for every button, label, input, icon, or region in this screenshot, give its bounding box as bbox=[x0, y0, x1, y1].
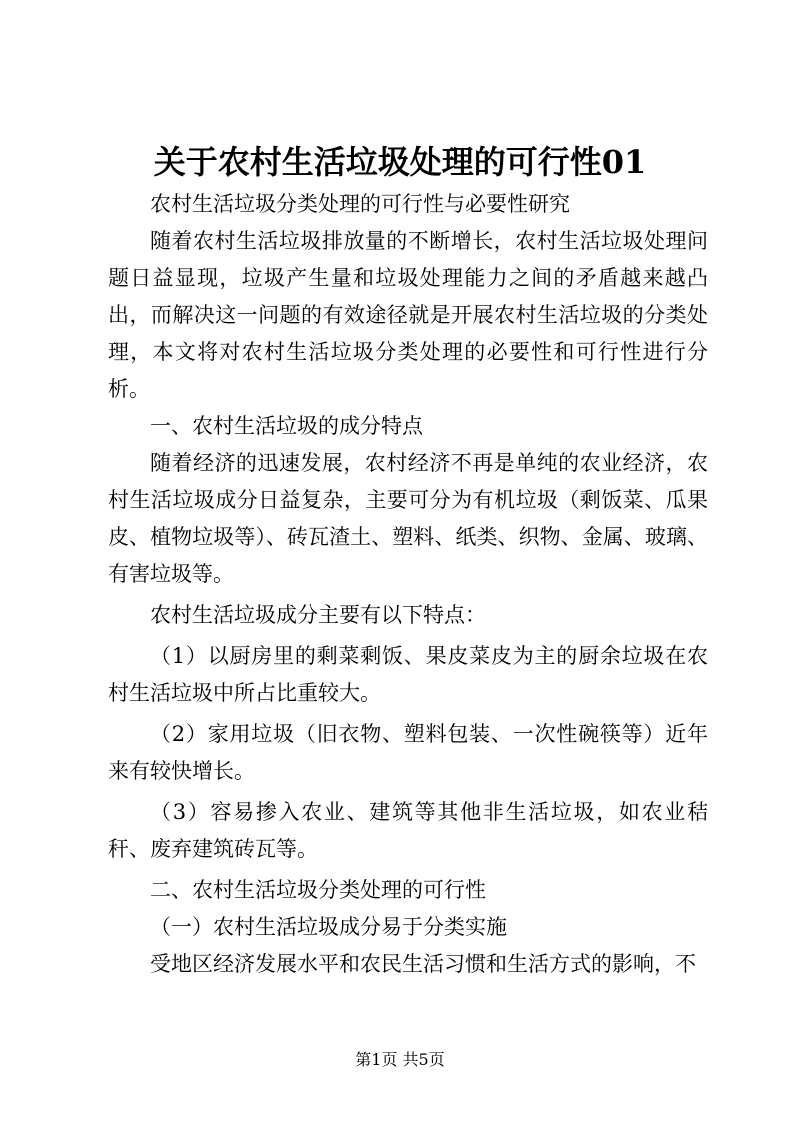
subsection-heading-1: （一）农村生活垃圾成分易于分类实施 bbox=[150, 915, 507, 939]
paragraph-subtitle: 农村生活垃圾分类处理的可行性与必要性研究 bbox=[150, 192, 570, 216]
section-heading-1: 一、农村生活垃圾的成分特点 bbox=[150, 414, 423, 438]
paragraph-partial: 受地区经济发展水平和农民生活习惯和生活方式的影响，不 bbox=[150, 952, 696, 976]
paragraph-intro: 随着农村生活垃圾排放量的不断增长，农村生活垃圾处理问题日益显现，垃圾产生量和垃圾处理能力之间的矛盾越来越凸出，而解决这一问题的有效途径就是开展农村生活垃圾的分类处理，本文将对农村生活垃圾分类处理的必要性和可行性进行分析。 bbox=[108, 229, 708, 401]
list-item-feature-1: （1）以厨房里的剩菜剩饭、果皮菜皮为主的厨余垃圾在农村生活垃圾中所占比重较大。 bbox=[108, 644, 708, 705]
section-heading-2: 二、农村生活垃圾分类处理的可行性 bbox=[150, 878, 486, 902]
paragraph-composition: 随着经济的迅速发展，农村经济不再是单纯的农业经济，农村生活垃圾成分日益复杂，主要可分为有机垃圾（剩饭菜、瓜果皮、植物垃圾等）、砖瓦渣土、塑料、纸类、织物、金属、玻璃、有害垃圾等。 bbox=[108, 451, 708, 586]
list-item-feature-2: （2）家用垃圾（旧衣物、塑料包装、一次性碗筷等）近年来有较快增长。 bbox=[108, 722, 708, 783]
list-item-feature-3: （3）容易掺入农业、建筑等其他非生活垃圾，如农业秸秆、废弃建筑砖瓦等。 bbox=[108, 800, 708, 861]
document-body bbox=[108, 186, 708, 983]
document-title: 关于农村生活垃圾处理的可行性01 bbox=[153, 143, 647, 181]
paragraph-features-intro: 农村生活垃圾成分主要有以下特点： bbox=[150, 603, 486, 627]
page-footer: 第1页 共5页 bbox=[355, 1050, 445, 1069]
